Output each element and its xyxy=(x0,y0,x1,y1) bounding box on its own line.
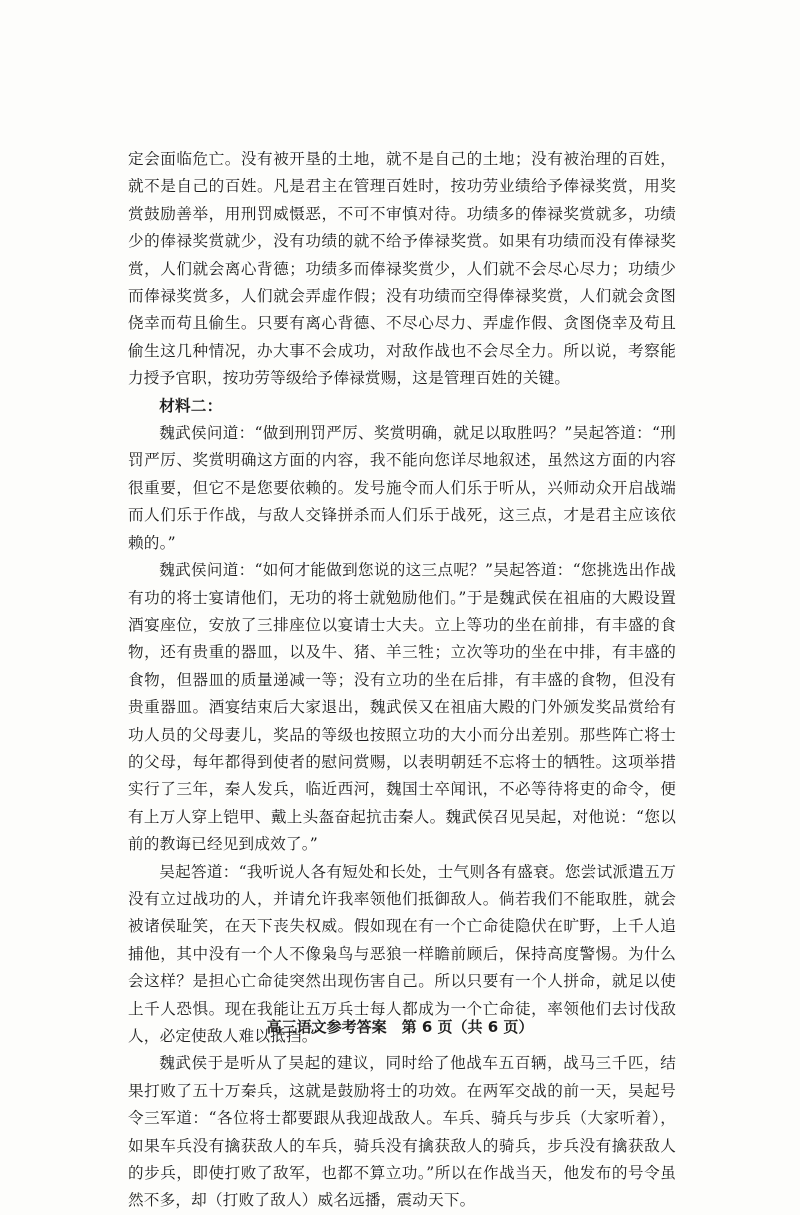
paragraph: 魏武侯于是听从了吴起的建议，同时给了他战车五百辆，战马三千匹，结果打败了五十万秦兵，这就是鼓励将士的功效。在两军交战的前一天，吴起号令三军道：“各位将士都要跟从我迎战敌人。车兵、骑兵与步兵（大家听着），如果车兵没有擒获敌人的车兵，骑兵没有擒获敌人的骑兵，步兵没有擒获敌人的步兵，即使打败了敌军，也都不算立功。”所以在作战当天，他发布的号令虽然不多，却（打败了敌人）威名远播，震动天下。 xyxy=(128,1054,676,1210)
document-body xyxy=(128,146,676,1215)
page-footer: 高三语文参考答案 第 6 页（共 6 页） xyxy=(266,1018,534,1036)
paragraph: 吴起答道：“我听说人各有短处和长处，士气则各有盛衰。您尝试派遣五万没有立过战功的人，并请允许我率领他们抵御敌人。倘若我们不能取胜，就会被诸侯耻笑，在天下丧失权威。假如现在有一个亡命徒隐伏在旷野，上千人追捕他，其中没有一个人不像枭鸟与恶狼一样瞻前顾后，保持高度警惕。为什么会这样？是担心亡命徒突然出现伤害自己。所以只要有一个人拼命，就足以使上千人恐惧。现在我能让五万兵士每人都成为一个亡命徒，率领他们去讨伐敌人，必定使敌人难以抵挡。” xyxy=(128,862,676,1045)
section-heading-material-two: 材料二： xyxy=(159,396,223,415)
paragraph: 魏武侯问道：“如何才能做到您说的这三点呢？”吴起答道：“您挑选出作战有功的将士宴请他们，无功的将士就勉励他们。”于是魏武侯在祖庙的大殿设置酒宴座位，安放了三排座位以宴请士大夫。立上等功的坐在前排，有丰盛的食物，还有贵重的器皿，以及牛、猪、羊三牲；立次等功的坐在中排，有丰盛的食物，但器皿的质量递减一等；没有立功的坐在后排，有丰盛的食物，但没有贵重器皿。酒宴结束后大家退出，魏武侯又在祖庙大殿的门外颁发奖品赏给有功人员的父母妻儿，奖品的等级也按照立功的大小而分出差别。那些阵亡将士的父母，每年都得到使者的慰问赏赐，以表明朝廷不忘将士的牺牲。这项举措实行了三年，秦人发兵，临近西河，魏国士卒闻讯，不必等待将吏的命令，便有上万人穿上铠甲、戴上头盔奋起抗击秦人。魏武侯召见吴起，对他说：“您以前的教诲已经见到成效了。” xyxy=(128,561,676,854)
paragraph-continuation: 定会面临危亡。没有被开垦的土地，就不是自己的土地；没有被治理的百姓，就不是自己的百姓。凡是君主在管理百姓时，按功劳业绩给予俸禄奖赏，用奖赏鼓励善举，用刑罚威慑恶，不可不审慎对待。功绩多的俸禄奖赏就多，功绩少的俸禄奖赏就少，没有功绩的就不给予俸禄奖赏。如果有功绩而没有俸禄奖赏，人们就会离心背德；功绩多而俸禄奖赏少，人们就不会尽心尽力；功绩少而俸禄奖赏多，人们就会弄虚作假；没有功绩而空得俸禄奖赏，人们就会贪图侥幸而苟且偷生。只要有离心背德、不尽心尽力、弄虚作假、贪图侥幸及苟且偷生这几种情况，办大事不会成功，对敌作战也不会尽全力。所以说，考察能力授予官职，按功劳等级给予俸禄赏赐，这是管理百姓的关键。 xyxy=(128,150,676,388)
paragraph: 魏武侯问道：“做到刑罚严厉、奖赏明确，就足以取胜吗？”吴起答道：“刑罚严厉、奖赏明确这方面的内容，我不能向您详尽地叙述，虽然这方面的内容很重要，但它不是您要依赖的。发号施令而人们乐于听从，兴师动众开启战端而人们乐于作战，与敌人交锋拼杀而人们乐于战死，这三点，才是君主应该依赖的。” xyxy=(128,424,676,552)
